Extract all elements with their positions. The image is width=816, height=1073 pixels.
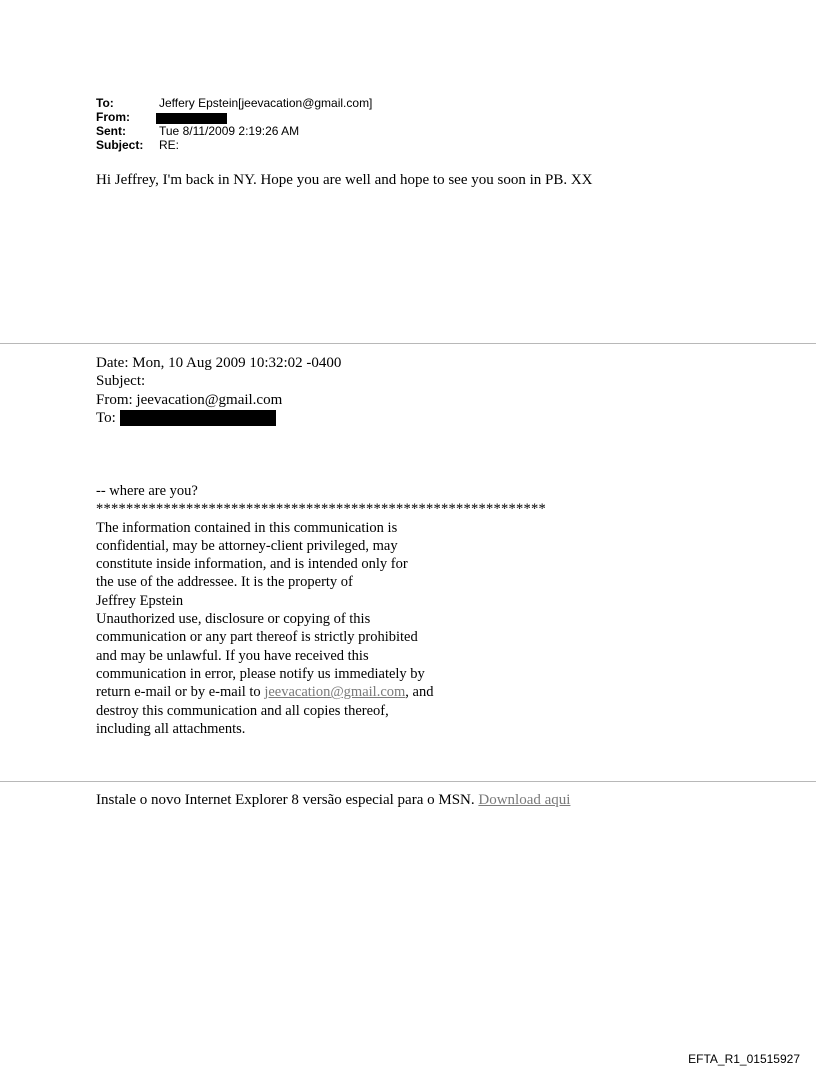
reply-text: Hi Jeffrey, I'm back in NY. Hope you are well and hope to see you soon in PB. XX (96, 172, 593, 188)
return-prefix: return e-mail or by e-mail to (96, 684, 265, 701)
question-text: -- where are you? (96, 483, 198, 499)
sent-value: Tue 8/11/2009 2:19:26 AM (159, 124, 300, 138)
sent-label: Sent: (96, 124, 126, 138)
subject-value: RE: (159, 138, 180, 152)
subject-row (96, 138, 736, 152)
disclaimer-line: constitute inside information, and is intended only for (96, 556, 408, 573)
quoted-to-label: To: (96, 409, 116, 426)
message-body (96, 482, 546, 738)
disclaimer-line: communication in error, please notify us immediately by (96, 665, 425, 682)
ad-text: Instale o novo Internet Explorer 8 versão especial para o MSN. (96, 792, 479, 808)
quoted-header (96, 354, 341, 427)
from-label: From: (96, 110, 130, 124)
quoted-date: Date: Mon, 10 Aug 2009 10:32:02 -0400 (96, 355, 342, 371)
quoted-to-row (96, 409, 341, 427)
closing-line: including all attachments. (96, 720, 246, 737)
divider (0, 343, 816, 344)
disclaimer-line: and may be unlawful. If you have received this (96, 647, 369, 664)
disclaimer-line: Jeffrey Epstein (96, 592, 184, 609)
email-header (96, 96, 736, 152)
quoted-from: From: jeevacation@gmail.com (96, 391, 283, 408)
document-id: EFTA_R1_01515927 (688, 1052, 800, 1066)
sent-row (96, 124, 736, 138)
to-row (96, 96, 736, 110)
disclaimer-line: communication or any part thereof is strictly prohibited (96, 629, 418, 646)
separator-stars: ************************************************************ (96, 501, 546, 518)
return-suffix: , and (405, 684, 434, 701)
to-value: Jeffery Epstein[jeevacation@gmail.com] (159, 96, 373, 110)
email-link[interactable]: jeevacation@gmail.com (264, 684, 406, 701)
redaction-box-from (156, 113, 227, 124)
disclaimer-line: confidential, may be attorney-client privileged, may (96, 537, 398, 554)
return-email-line (96, 683, 546, 701)
redaction-box-to (120, 410, 276, 426)
disclaimer-line: The information contained in this communication is (96, 519, 398, 536)
subject-label: Subject: (96, 138, 144, 152)
disclaimer-line: the use of the addressee. It is the property of (96, 574, 353, 591)
download-link[interactable]: Download aqui (478, 792, 571, 808)
msn-ad-line (96, 792, 570, 809)
disclaimer-line: Unauthorized use, disclosure or copying of this (96, 611, 371, 628)
quoted-subject: Subject: (96, 373, 146, 390)
divider (0, 781, 816, 782)
closing-line: destroy this communication and all copies thereof, (96, 702, 389, 719)
to-label: To: (96, 96, 114, 110)
